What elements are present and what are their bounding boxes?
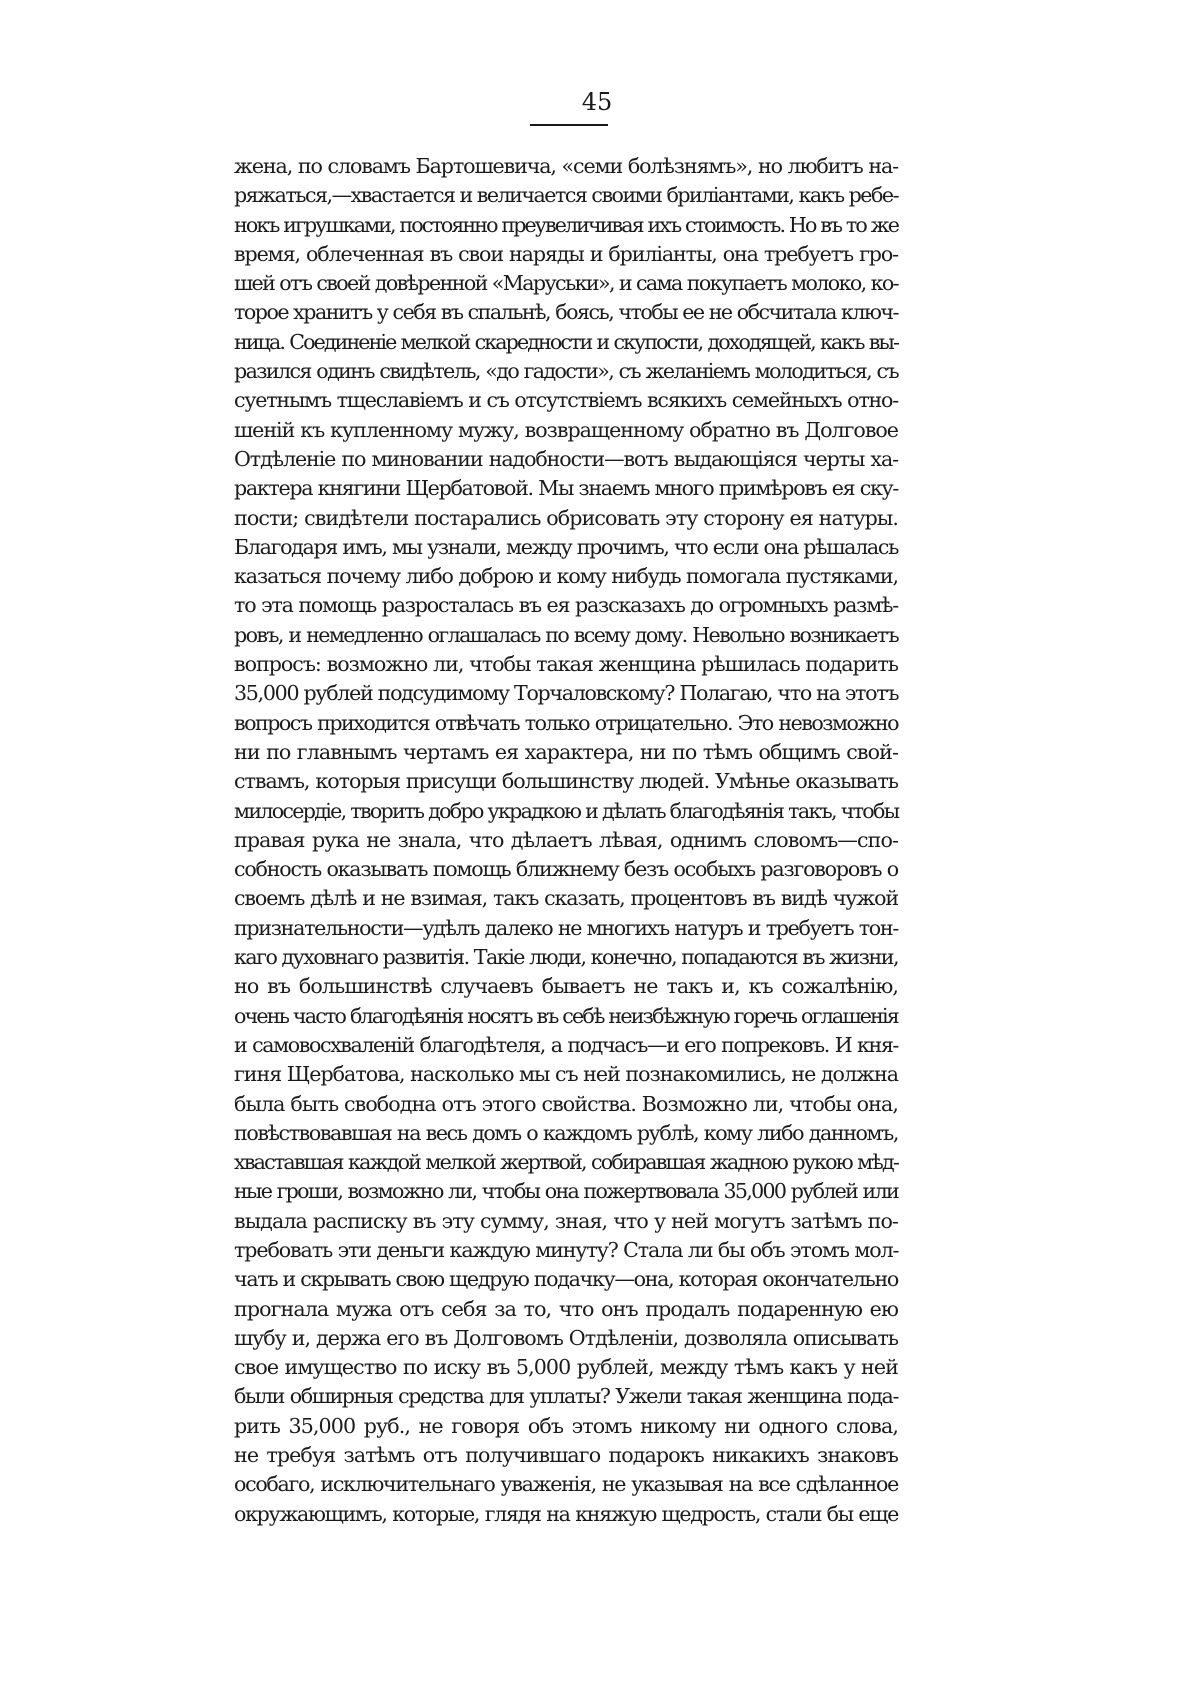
- text-line: рить 35,000 руб., не говоря объ этомъ никому ни одного слова,: [234, 1413, 898, 1438]
- text-line: своемъ дѣлѣ и не взимая, такъ сказать, процентовъ въ видѣ чужой: [234, 886, 898, 911]
- text-line: вопросъ: возможно ли, чтобы такая женщина рѣшилась подарить: [234, 652, 898, 677]
- text-line: чать и скрывать свою щедрую подачку—она, которая окончательно: [234, 1267, 898, 1292]
- text-line: жена, по словамъ Бартошевича, «семи болѣзнямъ», но любитъ на-: [234, 154, 898, 178]
- text-line: гиня Щербатова, насколько мы съ ней познакомились, не должна: [234, 1062, 898, 1087]
- text-line: собность оказывать помощь ближнему безъ особыхъ разговоровъ о: [234, 857, 898, 882]
- text-line: окружающимъ, которые, глядя на княжую щедрость, стали бы еще: [234, 1501, 898, 1526]
- text-line: требовать эти деньги каждую минуту? Стала ли бы объ этомъ мол-: [234, 1237, 899, 1262]
- text-line: признательности—удѣлъ далеко не многихъ натуръ и требуетъ тон-: [234, 915, 898, 940]
- body-text: [234, 152, 898, 1529]
- text-line: 35,000 рублей подсудимому Торчаловскому? Полагаю, что на этотъ: [234, 681, 899, 706]
- text-line: шеній къ купленному мужу, возвращенному обратно въ Долговое: [234, 417, 898, 442]
- text-line: вопросъ приходится отвѣчать только отрицательно. Это невозможно: [234, 710, 898, 735]
- text-line: повѣствовавшая на весь домъ о каждомъ рублѣ, кому либо данномъ,: [234, 1120, 898, 1145]
- text-line: выдала расписку въ эту сумму, зная, что у ней могутъ затѣмъ по-: [234, 1208, 898, 1233]
- text-line: рактера княгини Щербатовой. Мы знаемъ много примѣровъ ея ску-: [234, 476, 898, 501]
- text-line: ровъ, и немедленно оглашалась по всему дому. Невольно возникаетъ: [234, 622, 898, 647]
- text-line: ни по главнымъ чертамъ ея характера, ни по тѣмъ общимъ свой-: [234, 739, 898, 764]
- text-line: пости; свидѣтели постарались обрисовать эту сторону ея натуры.: [234, 505, 898, 530]
- text-line: прогнала мужа отъ себя за то, что онъ продалъ подаренную ею: [234, 1296, 898, 1321]
- text-line: торое хранитъ у себя въ спальнѣ, боясь, чтобы ее не обсчитала ключ-: [234, 300, 898, 325]
- page-number-rule: [530, 124, 608, 126]
- text-line: разился одинъ свидѣтель, «до гадости», съ желаніемъ молодиться, съ: [234, 359, 898, 384]
- text-line: и самовосхваленій благодѣтеля, а подчасъ—и его попрековъ. И кня-: [234, 1032, 898, 1057]
- text-line: Благодаря имъ, мы узнали, между прочимъ, что если она рѣшалась: [234, 534, 898, 559]
- text-line: хваставшая каждой мелкой жертвой, собиравшая жадною рукою мѣд-: [234, 1150, 898, 1175]
- text-line: Отдѣленіе по миновании надобности—вотъ выдающіяся черты ха-: [234, 446, 898, 471]
- text-line: шубу и, держа его въ Долговомъ Отдѣленіи, дозволяла описывать: [234, 1325, 898, 1350]
- text-line: то эта помощь разросталась въ ея разсказахъ до огромныхъ размѣ-: [234, 593, 898, 618]
- text-line: время, облеченная въ свои наряды и бриліанты, она требуетъ гро-: [234, 241, 898, 266]
- text-line: свое имущество по иску въ 5,000 рублей, между тѣмъ какъ у ней: [234, 1355, 898, 1380]
- text-line: ствамъ, которыя присущи большинству людей. Умѣнье оказывать: [234, 769, 898, 794]
- text-line: шей отъ своей довѣренной «Маруськи», и сама покупаетъ молоко, ко-: [234, 271, 898, 296]
- text-line: каго духовнаго развитія. Такіе люди, конечно, попадаются въ жизни,: [234, 945, 898, 970]
- text-line: милосердіе, творить добро украдкою и дѣлать благодѣянія такъ, чтобы: [234, 798, 899, 823]
- text-line: особаго, исключительнаго уваженія, не указывая на все сдѣланное: [234, 1472, 898, 1497]
- text-line: правая рука не знала, что дѣлаетъ лѣвая, однимъ словомъ—спо-: [234, 827, 898, 852]
- text-line: была быть свободна отъ этого свойства. Возможно ли, чтобы она,: [234, 1091, 898, 1116]
- text-line: суетнымъ тщеславіемъ и съ отсутствіемъ всякихъ семейныхъ отно-: [234, 388, 898, 413]
- text-line: ница. Соединеніе мелкой скаредности и скупости, доходящей, какъ вы-: [234, 329, 898, 354]
- page-number: 45: [581, 88, 613, 116]
- text-line: были обширныя средства для уплаты? Ужели такая женщина пода-: [234, 1384, 898, 1409]
- text-line: но въ большинствѣ случаевъ бываетъ не такъ и, къ сожалѣнію,: [234, 974, 898, 999]
- text-line: ряжаться,—хвастается и величается своими бриліантами, какъ ребе-: [234, 183, 899, 208]
- text-line: казаться почему либо доброю и кому нибудь помогала пустяками,: [234, 564, 898, 589]
- text-line: очень часто благодѣянія носятъ въ себѣ неизбѣжную горечь оглашенія: [234, 1003, 898, 1028]
- text-line: ные гроши, возможно ли, чтобы она пожертвовала 35,000 рублей или: [234, 1179, 898, 1204]
- text-line: нокъ игрушками, постоянно преувеличивая ихъ стоимость. Но въ то же: [234, 212, 898, 237]
- text-line: не требуя затѣмъ отъ получившаго подарокъ никакихъ знаковъ: [234, 1443, 898, 1468]
